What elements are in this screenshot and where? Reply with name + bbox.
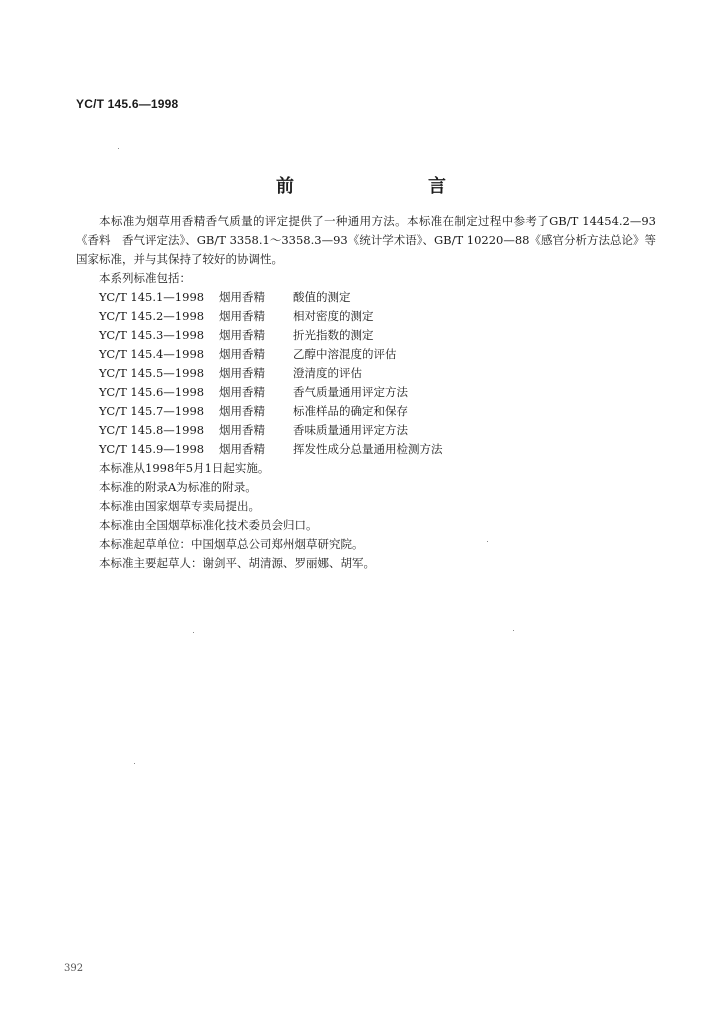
series-category: 烟用香精 bbox=[219, 328, 265, 342]
foreword-body bbox=[76, 212, 656, 573]
series-code: YC/T 145.9—1998 bbox=[99, 442, 205, 456]
series-item bbox=[76, 364, 656, 383]
drafting-unit-line: 本标准起草单位：中国烟草总公司郑州烟草研究院。 bbox=[99, 537, 364, 551]
series-title: 澄清度的评估 bbox=[293, 366, 362, 380]
series-item bbox=[76, 326, 656, 345]
series-item bbox=[76, 440, 656, 459]
series-category: 烟用香精 bbox=[219, 347, 265, 361]
series-list bbox=[76, 288, 656, 459]
effective-date-line: 本标准从1998年5月1日起实施。 bbox=[99, 461, 270, 475]
series-item bbox=[76, 383, 656, 402]
page-number: 392 bbox=[64, 963, 84, 974]
series-item bbox=[76, 345, 656, 364]
series-category: 烟用香精 bbox=[219, 309, 265, 323]
series-category: 烟用香精 bbox=[219, 442, 265, 456]
proposed-by-line: 本标准由国家烟草专卖局提出。 bbox=[99, 499, 260, 513]
centralized-by-line: 本标准由全国烟草标准化技术委员会归口。 bbox=[99, 518, 318, 532]
series-code: YC/T 145.3—1998 bbox=[99, 328, 205, 342]
series-category: 烟用香精 bbox=[219, 423, 265, 437]
series-title: 乙醇中溶混度的评估 bbox=[293, 347, 397, 361]
series-item bbox=[76, 307, 656, 326]
series-code: YC/T 145.6—1998 bbox=[99, 385, 205, 399]
scan-speck bbox=[118, 148, 119, 149]
scan-speck bbox=[134, 763, 135, 764]
page-title: 前 言 bbox=[276, 176, 504, 197]
series-title: 折光指数的测定 bbox=[293, 328, 374, 342]
series-title: 香味质量通用评定方法 bbox=[293, 423, 408, 437]
intro-paragraph: 本标准为烟草用香精香气质量的评定提供了一种通用方法。本标准在制定过程中参考了GB/T 14454.2—93《香料 香气评定法》、GB/T 3358.1～3358.3—93《统计学术语》、GB/T 10220—88《感官分析方法总论》等国家标准，并与其保持了较好的协调性。 bbox=[76, 214, 656, 266]
scan-speck bbox=[513, 630, 514, 631]
series-intro: 本系列标准包括： bbox=[99, 271, 191, 285]
appendix-line: 本标准的附录A为标准的附录。 bbox=[99, 480, 257, 494]
series-code: YC/T 145.4—1998 bbox=[99, 347, 205, 361]
series-code: YC/T 145.1—1998 bbox=[99, 290, 205, 304]
series-category: 烟用香精 bbox=[219, 385, 265, 399]
series-code: YC/T 145.2—1998 bbox=[99, 309, 205, 323]
series-item bbox=[76, 288, 656, 307]
series-title: 香气质量通用评定方法 bbox=[293, 385, 408, 399]
series-category: 烟用香精 bbox=[219, 366, 265, 380]
drafters-line: 本标准主要起草人：谢剑平、胡清源、罗丽娜、胡军。 bbox=[99, 556, 375, 570]
series-title: 挥发性成分总量通用检测方法 bbox=[293, 442, 443, 456]
series-code: YC/T 145.7—1998 bbox=[99, 404, 205, 418]
series-category: 烟用香精 bbox=[219, 290, 265, 304]
series-item bbox=[76, 421, 656, 440]
scan-speck bbox=[487, 541, 488, 542]
series-title: 酸值的测定 bbox=[293, 290, 351, 304]
series-title: 标准样品的确定和保存 bbox=[293, 404, 408, 418]
scan-speck bbox=[193, 632, 194, 633]
series-code: YC/T 145.5—1998 bbox=[99, 366, 205, 380]
header-standard-code: YC/T 145.6—1998 bbox=[76, 97, 179, 111]
series-category: 烟用香精 bbox=[219, 404, 265, 418]
series-title: 相对密度的测定 bbox=[293, 309, 374, 323]
series-code: YC/T 145.8—1998 bbox=[99, 423, 205, 437]
series-item bbox=[76, 402, 656, 421]
